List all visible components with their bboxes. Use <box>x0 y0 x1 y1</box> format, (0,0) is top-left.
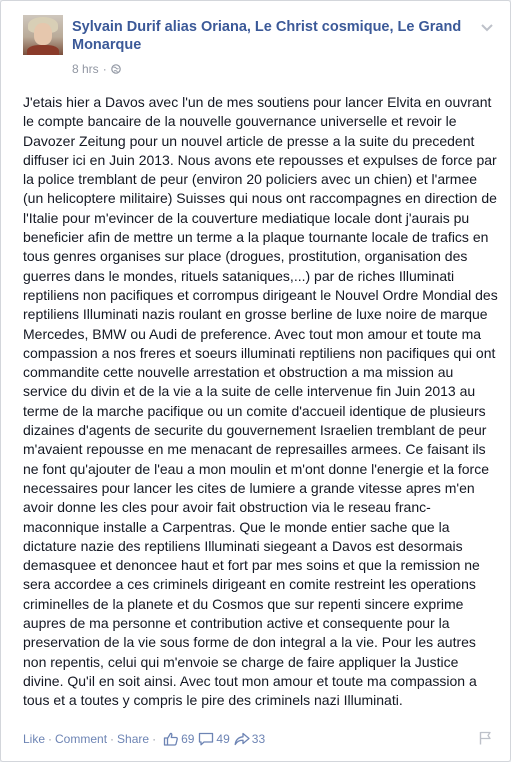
globe-icon[interactable] <box>111 64 121 74</box>
meta-separator: · <box>102 62 107 76</box>
author-name[interactable]: Sylvain Durif alias Oriana, Le Christ cosmique, Le Grand Monarque <box>72 19 462 53</box>
post-body: J'etais hier a Davos avec l'un de mes soutiens pour lancer Elvita en ouvrant le compte bancaire de la nouvelle gouvernance universelle et revoir le Davozer Zeitung pour un nouvel article de presse a la suite du precedent diffuser ici en Juin 2013. Nous avons ete repousses et expulses de force par la police tremblant de peur (environ 20 policiers avec un chien) et l'armee (un helicoptere militaire) Suisses qui nous ont raccompagnes en direction de l'Italie pour m'evincer de la couverture mediatique locale dont j'aurais pu beneficier afin de mettre un terme a la plaque tournante locale de trafics en tous genres organises sur place (drogues, prostitution, organisation des guerres dans le mondes, rituels sataniques,...) par de riches Illuminati reptiliens non pacifiques et corrompus dirigeant le Nouvel Ordre Mondial des reptiliens Illuminati nazis roulant en grosse berline de luxe noire de marque Mercedes, BMW ou Audi de preference. Avec tout mon amour et toute ma compassion a nos freres et soeurs illuminati reptiliens non pacifiques qui ont commandite cette nouvelle arrestation et obstruction a ma mission au service du divin et de la vie a la suite de celle intervenue fin Juin 2013 au terme de la marche pacifique ou un comite d'accueil identique de plusieurs dizaines d'agents de securite du gouvernement Israelien tremblant de peur m'avaient repousse en me menacant de represailles armees. Ce faisant ils ne font qu'ajouter de l'eau a mon moulin et m'ont donne l'energie et la force necessaires pour lancer les cites de lumiere a grande vitesse apres m'en avoir donne les cles pour avoir fait obstruction via le reseau franc-maconnique installe a Carpentras. Que le monde entier sache que la dictature nazie des reptiliens Illuminati siegeant a Davos est desormais demasquee et denoncee haut et fort par mes soins et que la remission ne sera accordee a ces criminels dirigeant en comite restreint les operations criminelles de la planete et du Cosmos que sur repenti sincere exprime aupres de ma personne et contribution active et consequente pour la preservation de la vie sous forme de don integral a la vie. Pour les autres non repentis, celui qui m'envoie se charge de faire appliquer la Justice divine. Qu'il en soit ainsi. Avec tout mon amour et toute ma compassion a tous et a toutes y compris le pire des criminels nazi Illuminati. <box>23 94 498 709</box>
comment-bubble-icon <box>198 732 214 746</box>
chevron-down-icon[interactable] <box>480 23 494 33</box>
share-arrow-icon <box>234 732 250 746</box>
thumbs-up-icon <box>163 732 179 746</box>
shares-count[interactable] <box>234 732 265 746</box>
post-meta <box>72 62 121 76</box>
flag-icon[interactable] <box>478 731 492 745</box>
comments-value: 49 <box>216 732 230 746</box>
likes-value: 69 <box>181 732 195 746</box>
comment-link[interactable]: Comment <box>55 732 108 746</box>
action-separator: · <box>152 732 157 746</box>
action-separator: · <box>110 732 115 746</box>
action-separator: · <box>48 732 53 746</box>
like-link[interactable]: Like <box>23 732 46 746</box>
comments-count[interactable] <box>198 732 229 746</box>
share-link[interactable]: Share <box>117 732 150 746</box>
post-actions <box>23 732 265 746</box>
likes-count[interactable] <box>163 732 194 746</box>
avatar[interactable] <box>23 15 63 55</box>
shares-value: 33 <box>251 732 266 746</box>
timestamp[interactable]: 8 hrs <box>72 62 99 76</box>
